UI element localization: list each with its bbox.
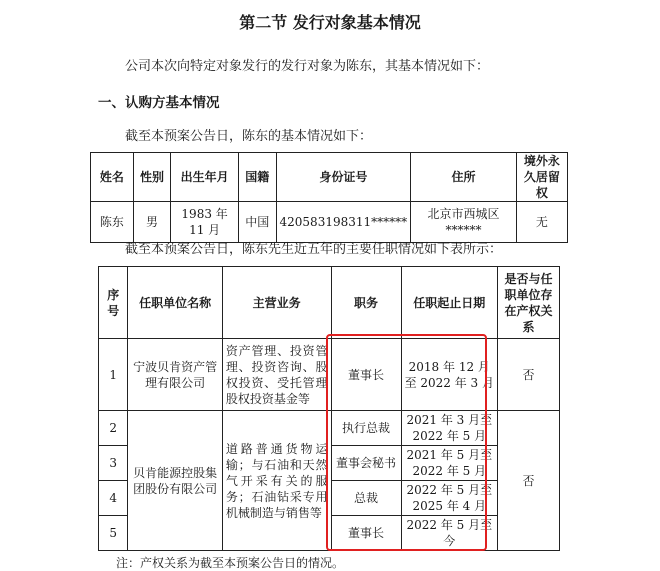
cell-business: 资产管理、投资管理、投资咨询、股权投资、受托管理股权投资基金等: [222, 339, 331, 411]
table-header-row: [99, 267, 560, 339]
footnote: 注：产权关系为截至本预案公告日的情况。: [116, 556, 345, 570]
cell-no: 1: [99, 339, 128, 411]
cell-position: 董事长: [331, 339, 401, 411]
cell-period: 2018 年 12 月至 2022 年 3 月: [401, 339, 497, 411]
cell-period: 2021 年 3 月至 2022 年 5 月: [401, 411, 497, 446]
cell-period: 2022 年 5 月至今: [401, 516, 497, 551]
header-address: 住所: [411, 153, 517, 202]
cell-position: 董事会秘书: [331, 446, 401, 481]
header-birth: 出生年月: [171, 153, 239, 202]
cell-position: 总裁: [331, 481, 401, 516]
basic-intro: 截至本预案公告日，陈东的基本情况如下：: [125, 129, 373, 144]
header-position: 职务: [331, 267, 401, 339]
header-business: 主营业务: [222, 267, 331, 339]
cell-no: 4: [99, 481, 128, 516]
header-period: 任职起止日期: [401, 267, 497, 339]
header-name: 姓名: [91, 153, 134, 202]
intro-paragraph: 公司本次向特定对象发行的发行对象为陈东，其基本情况如下：: [125, 59, 490, 74]
header-company: 任职单位名称: [128, 267, 222, 339]
section-title: 第二节 发行对象基本情况: [239, 13, 421, 32]
cell-residency: 无: [516, 202, 567, 243]
cell-group-relation: 否: [498, 411, 560, 551]
table-header-row: [91, 153, 568, 202]
cell-group-company: 贝肯能源控股集团股份有限公司: [128, 411, 222, 551]
cell-nationality: 中国: [238, 202, 276, 243]
highlight-box: [326, 334, 487, 551]
header-relation: 是否与任职单位存在产权关系: [498, 267, 560, 339]
cell-position: 董事长: [331, 516, 401, 551]
cell-period: 2022 年 5 月至 2025 年 4 月: [401, 481, 497, 516]
subheading: 一、认购方基本情况: [98, 95, 220, 111]
cell-no: 5: [99, 516, 128, 551]
header-nationality: 国籍: [238, 153, 276, 202]
cell-group-business: 道路普通货物运输；与石油和天然气开采有关的服务；石油钻采专用机械制造与销售等: [222, 411, 331, 551]
header-no: 序号: [99, 267, 128, 339]
cell-birth: 1983 年 11 月: [171, 202, 239, 243]
cell-name: 陈东: [91, 202, 134, 243]
cell-relation: 否: [498, 339, 560, 411]
cell-id: 420583198311******: [276, 202, 411, 243]
cell-no: 2: [99, 411, 128, 446]
table-row: [91, 202, 568, 243]
work-intro: 截至本预案公告日，陈东先生近五年的主要任职情况如下表所示：: [125, 242, 503, 257]
header-id: 身份证号: [276, 153, 411, 202]
basic-info-table: [90, 152, 568, 243]
cell-gender: 男: [133, 202, 171, 243]
header-gender: 性别: [133, 153, 171, 202]
cell-period: 2021 年 5 月至 2022 年 5 月: [401, 446, 497, 481]
header-residency: 境外永久居留权: [516, 153, 567, 202]
cell-no: 3: [99, 446, 128, 481]
cell-position: 执行总裁: [331, 411, 401, 446]
cell-address: 北京市西城区******: [411, 202, 517, 243]
cell-company: 宁波贝肯资产管理有限公司: [128, 339, 222, 411]
